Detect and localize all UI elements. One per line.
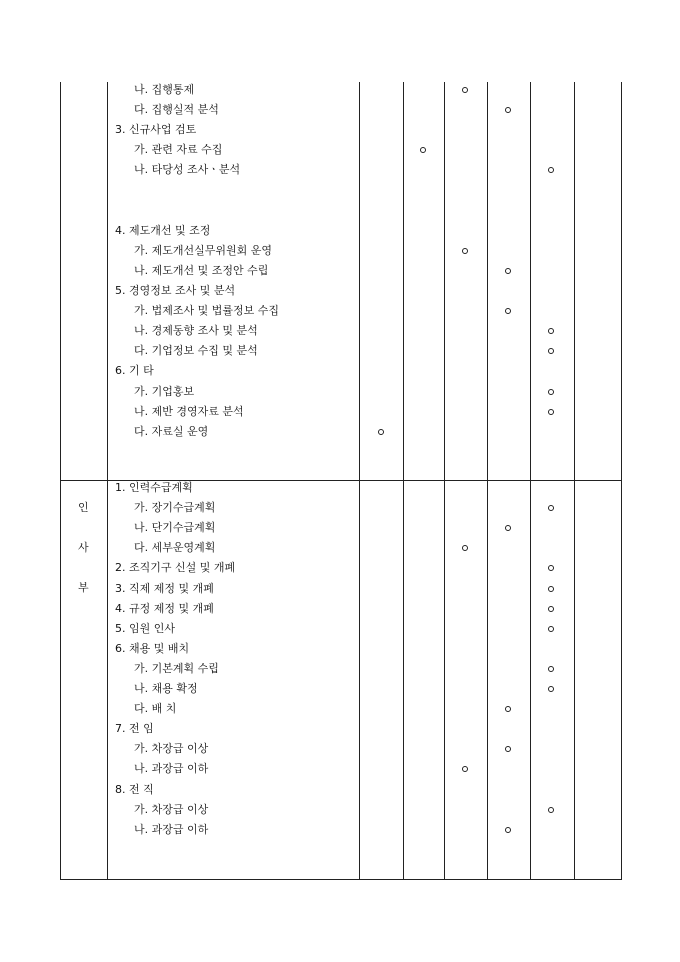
task-item-label: 다. 세부운영계획	[134, 541, 216, 555]
task-item-label: 가. 차장급 이상	[134, 802, 209, 816]
task-item-label: 나. 단기수급계획	[134, 521, 216, 535]
task-item-label: 가. 기업홍보	[134, 384, 195, 398]
responsibility-circle-mark	[548, 409, 554, 415]
task-item-label: 나. 경제동향 조사 및 분석	[134, 324, 258, 338]
task-item-label: 3. 직제 제정 및 개폐	[115, 581, 214, 595]
task-item-label: 가. 법제조사 및 법률정보 수집	[134, 304, 279, 318]
responsibility-circle-mark	[548, 505, 554, 511]
responsibility-circle-mark	[548, 807, 554, 813]
responsibility-circle-mark	[462, 545, 468, 551]
task-item-label: 다. 집행실적 분석	[134, 103, 219, 117]
responsibility-circle-mark	[548, 606, 554, 612]
responsibility-circle-mark	[505, 107, 511, 113]
responsibility-circle-mark	[505, 308, 511, 314]
task-item-label: 나. 과장급 이하	[134, 762, 209, 776]
task-item-label: 다. 자료실 운영	[134, 424, 209, 438]
task-item-label: 4. 규정 제정 및 개폐	[115, 601, 214, 615]
responsibility-circle-mark	[378, 429, 384, 435]
task-item-label: 6. 채용 및 배치	[115, 641, 190, 655]
responsibility-circle-mark	[548, 565, 554, 571]
task-item-label: 나. 채용 확정	[134, 682, 198, 695]
responsibility-circle-mark	[548, 666, 554, 672]
responsibility-circle-mark	[548, 167, 554, 173]
task-item-label: 7. 전 임	[115, 722, 154, 736]
department-label-char: 사	[78, 541, 89, 554]
responsibility-circle-mark	[462, 766, 468, 772]
responsibility-circle-mark	[505, 525, 511, 531]
task-item-label: 다. 기업정보 수집 및 분석	[134, 344, 258, 358]
task-item-label: 6. 기 타	[115, 364, 154, 378]
responsibility-circle-mark	[548, 686, 554, 692]
responsibility-circle-mark	[462, 248, 468, 254]
responsibility-circle-mark	[548, 586, 554, 592]
task-item-label: 나. 제도개선 및 조정안 수립	[134, 263, 269, 277]
task-item-label: 다. 배 치	[134, 702, 177, 716]
responsibility-circle-mark	[420, 147, 426, 153]
task-item-label: 5. 임원 인사	[115, 621, 175, 635]
task-item-label: 가. 장기수급계획	[134, 501, 216, 515]
task-item-label: 2. 조직기구 신설 및 개폐	[115, 561, 236, 575]
task-item-label: 가. 차장급 이상	[134, 742, 209, 756]
table-row-line	[60, 879, 622, 880]
task-item-label: 나. 집행통제	[134, 83, 195, 96]
responsibility-circle-mark	[505, 268, 511, 274]
task-item-label: 4. 제도개선 및 조정	[115, 223, 211, 237]
responsibility-circle-mark	[505, 706, 511, 712]
responsibility-circle-mark	[548, 348, 554, 354]
department-label-char: 부	[78, 581, 89, 594]
responsibility-circle-mark	[505, 746, 511, 752]
responsibility-circle-mark	[548, 328, 554, 334]
task-item-label: 가. 관련 자료 수집	[134, 143, 223, 157]
responsibility-circle-mark	[505, 827, 511, 833]
task-item-label: 5. 경영정보 조사 및 분석	[115, 284, 236, 297]
task-item-label: 8. 전 직	[115, 782, 154, 796]
responsibility-circle-mark	[548, 389, 554, 395]
task-item-label: 가. 제도개선실무위원회 운영	[134, 243, 273, 257]
task-item-label: 가. 기본계획 수립	[134, 661, 219, 675]
task-item-label: 나. 과장급 이하	[134, 822, 209, 836]
responsibility-circle-mark	[462, 87, 468, 93]
task-item-label: 나. 타당성 조사ㆍ분석	[134, 163, 241, 177]
task-item-label: 3. 신규사업 검토	[115, 123, 197, 137]
department-label-char: 인	[78, 501, 89, 514]
task-item-label: 나. 제반 경영자료 분석	[134, 404, 244, 418]
task-item-label: 1. 인력수급계획	[115, 481, 193, 494]
responsibility-circle-mark	[548, 626, 554, 632]
